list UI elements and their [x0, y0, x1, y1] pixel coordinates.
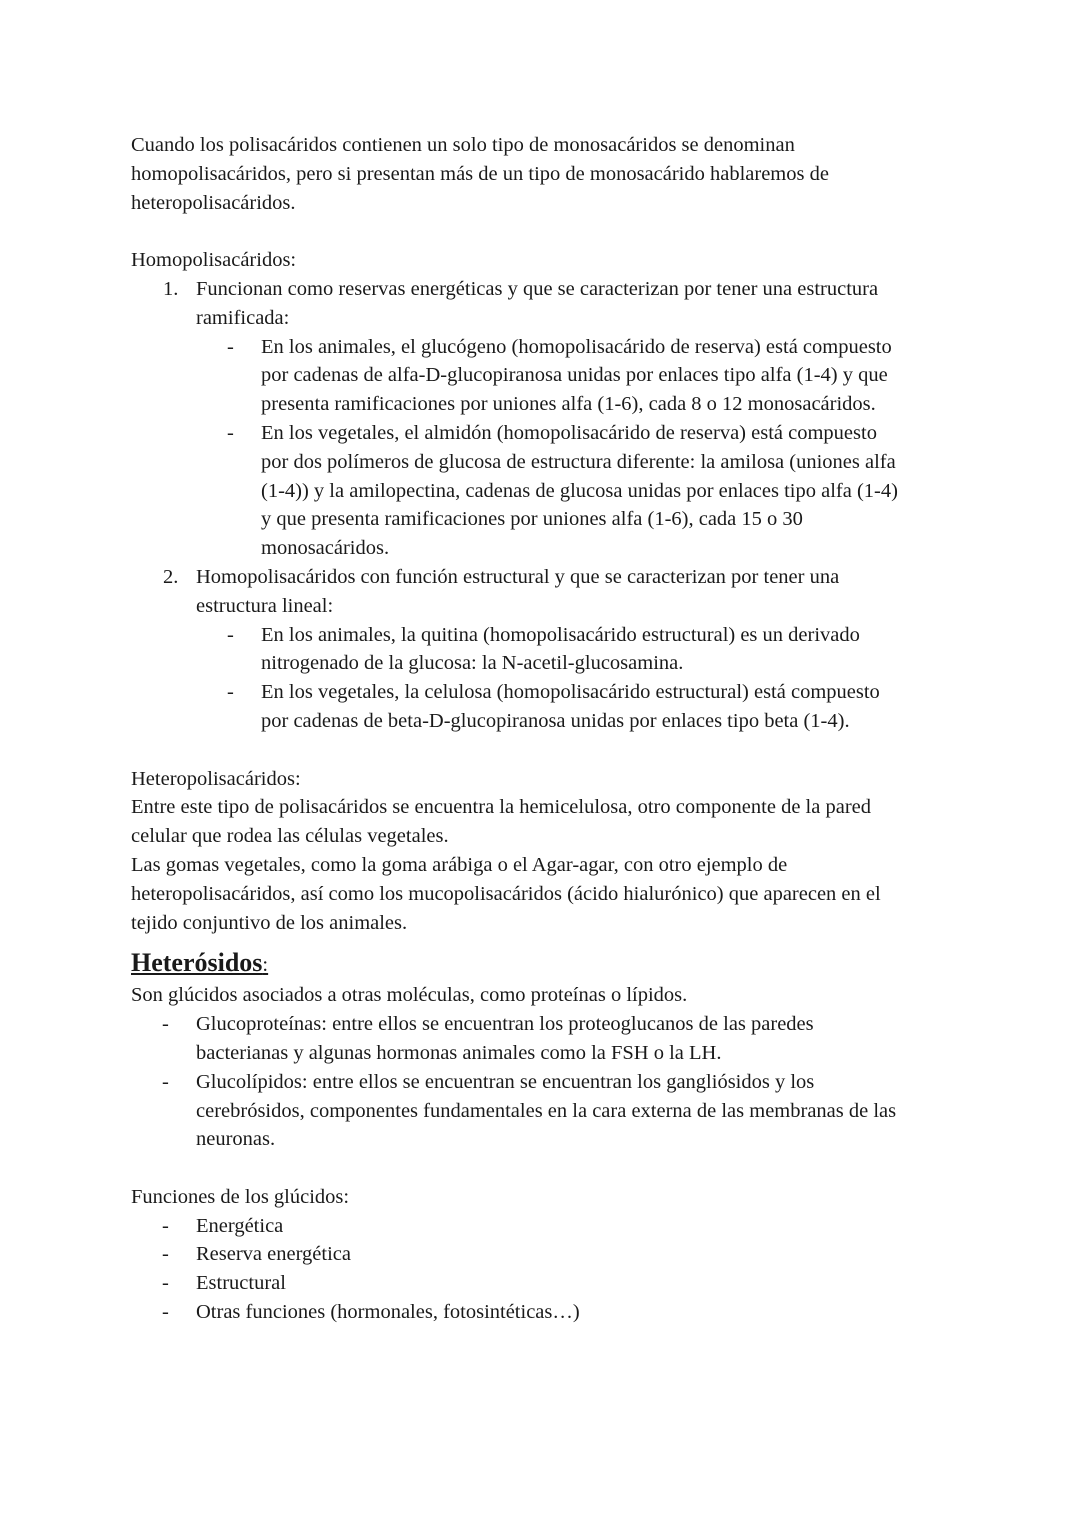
list-item [131, 1298, 951, 1327]
bullet-dash: - [227, 623, 234, 646]
text-line: presenta ramificaciones por uniones alfa (1-6), cada 8 o 12 monosacáridos. [261, 393, 876, 416]
text-line: En los vegetales, el almidón (homopolisacárido de reserva) está compuesto [261, 421, 877, 444]
text-line: y que presenta ramificaciones por uniones alfa (1-6), cada 15 o 30 [261, 508, 803, 531]
bullet-dash: - [227, 681, 234, 704]
document-page [131, 131, 951, 1327]
text-line: Cuando los polisacáridos contienen un solo tipo de monosacáridos se denominan [131, 134, 795, 156]
list-item [131, 1212, 951, 1241]
text-line: neuronas. [196, 1128, 276, 1151]
bullet-item [131, 1068, 951, 1154]
list-item-label: Reserva energética [196, 1243, 351, 1266]
list-number: 2. [163, 565, 179, 588]
list-item-label: Estructural [196, 1272, 286, 1295]
heading-text: Heterósidos [131, 948, 263, 978]
section-title: Heteropolisacáridos: [131, 767, 301, 790]
text-line: Glucolípidos: entre ellos se encuentran se encuentran los gangliósidos y los [196, 1070, 815, 1093]
bullet-dash: - [162, 1214, 169, 1237]
text-line: En los animales, la quitina (homopolisacárido estructural) es un derivado [261, 623, 860, 646]
bullet-item [131, 333, 951, 419]
text-line: ramificada: [196, 306, 290, 329]
bullet-dash: - [162, 1243, 169, 1266]
heterosidos-section [131, 947, 951, 1154]
text-line: por dos polímeros de glucosa de estructura diferente: la amilosa (uniones alfa [261, 450, 896, 473]
section-title: Funciones de los glúcidos: [131, 1185, 350, 1208]
text-line: estructura lineal: [196, 594, 334, 617]
text-line: heteropolisacáridos. [131, 191, 296, 214]
heading-colon: : [262, 954, 269, 977]
section-title: Homopolisacáridos: [131, 249, 297, 272]
text-line: Glucoproteínas: entre ellos se encuentran los proteoglucanos de las paredes [196, 1013, 814, 1036]
bullet-dash: - [162, 1070, 169, 1093]
funciones-section [131, 1183, 951, 1327]
text-line: monosacáridos. [261, 537, 390, 560]
bullet-item [131, 1010, 951, 1068]
bullet-dash: - [162, 1013, 169, 1036]
numbered-item [131, 275, 951, 333]
list-item-label: Otras funciones (hormonales, fotosintéticas…) [196, 1301, 580, 1324]
text-line: por cadenas de beta-D-glucopiranosa unidas por enlaces tipo beta (1-4). [261, 709, 850, 732]
text-line: En los vegetales, la celulosa (homopolisacárido estructural) está compuesto [261, 681, 880, 704]
text-line: cerebrósidos, componentes fundamentales en la cara externa de las membranas de las [196, 1099, 897, 1122]
numbered-item [131, 563, 951, 621]
list-item-label: Energética [196, 1214, 284, 1237]
text-line: tejido conjuntivo de los animales. [131, 911, 408, 934]
text-line: Son glúcidos asociados a otras moléculas, como proteínas o lípidos. [131, 984, 688, 1007]
bullet-item [131, 621, 951, 679]
text-line: En los animales, el glucógeno (homopolisacárido de reserva) está compuesto [261, 335, 892, 358]
intro-paragraph [131, 131, 951, 217]
text-line: nitrogenado de la glucosa: la N-acetil-glucosamina. [261, 652, 684, 675]
text-line: Funcionan como reservas energéticas y que se caracterizan por tener una estructura [196, 277, 879, 300]
list-number: 1. [163, 277, 179, 300]
list-item [131, 1240, 951, 1269]
bullet-dash: - [162, 1272, 169, 1295]
bullet-dash: - [227, 421, 234, 444]
text-line: Entre este tipo de polisacáridos se encuentra la hemicelulosa, otro componente de la pared [131, 796, 871, 819]
text-line: Homopolisacáridos con función estructural y que se caracterizan por tener una [196, 565, 840, 588]
text-line: heteropolisacáridos, así como los mucopolisacáridos (ácido hialurónico) que aparecen en el [131, 882, 881, 905]
text-line: celular que rodea las células vegetales. [131, 825, 449, 848]
bullet-dash: - [227, 335, 234, 358]
homopolisacaridos-section [131, 246, 951, 736]
text-line: homopolisacáridos, pero si presentan más de un tipo de monosacárido hablaremos de [131, 162, 829, 185]
text-line: (1-4)) y la amilopectina, cadenas de glucosa unidas por enlaces tipo alfa (1-4) [261, 479, 898, 502]
text-line: por cadenas de alfa-D-glucopiranosa unidas por enlaces tipo alfa (1-4) y que [261, 364, 888, 387]
bullet-dash: - [162, 1301, 169, 1324]
section-heading [131, 947, 951, 981]
bullet-item [131, 678, 951, 736]
text-line: Las gomas vegetales, como la goma arábiga o el Agar-agar, con otro ejemplo de [131, 853, 788, 876]
text-line: bacterianas y algunas hormonas animales como la FSH o la LH. [196, 1041, 722, 1064]
bullet-item [131, 419, 951, 563]
list-item [131, 1269, 951, 1298]
heteropolisacaridos-section [131, 765, 951, 938]
